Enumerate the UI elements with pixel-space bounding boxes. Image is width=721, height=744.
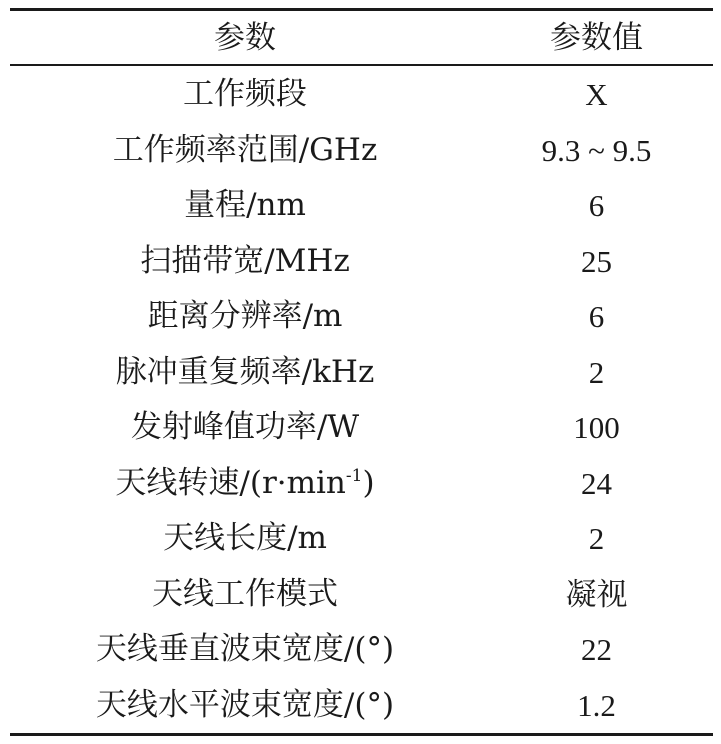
param-cell: 天线长度/m	[163, 520, 327, 557]
table-header-row	[10, 11, 713, 65]
param-cell	[10, 456, 480, 512]
parameter-table	[10, 11, 713, 733]
table-row	[10, 678, 713, 734]
param-superscript: -1	[345, 465, 363, 486]
value-cell: 6	[588, 299, 605, 335]
param-text-tail: )	[362, 464, 375, 501]
value-cell: X	[585, 77, 608, 113]
param-cell: 量程/nm	[184, 187, 306, 224]
param-cell: 天线工作模式	[152, 575, 338, 612]
table-row	[10, 345, 713, 401]
table-row	[10, 511, 713, 567]
table-row	[10, 400, 713, 456]
header-value: 参数值	[550, 19, 643, 56]
value-cell: 1.2	[577, 687, 616, 723]
header-param: 参数	[214, 19, 276, 56]
param-text: 天线转速/(r·min	[115, 464, 346, 501]
param-cell: 发射峰值功率/W	[130, 409, 360, 446]
value-cell: 24	[581, 465, 612, 501]
value-cell: 22	[581, 632, 612, 668]
value-cell: 2	[588, 521, 605, 557]
param-cell: 工作频段	[183, 76, 307, 113]
param-cell: 距离分辨率/m	[147, 298, 343, 335]
param-cell: 扫描带宽/MHz	[140, 242, 350, 279]
param-cell: 脉冲重复频率/kHz	[115, 353, 375, 390]
value-cell: 25	[581, 243, 612, 279]
value-cell: 2	[588, 354, 605, 390]
table-row	[10, 567, 713, 623]
value-cell: 100	[573, 410, 620, 446]
value-cell: 6	[588, 188, 605, 224]
table-row	[10, 289, 713, 345]
table-row	[10, 622, 713, 678]
param-cell: 工作频率范围/GHz	[112, 131, 378, 168]
value-cell: 凝视	[565, 576, 628, 612]
table-row	[10, 123, 713, 179]
table-row	[10, 67, 713, 123]
table-row	[10, 178, 713, 234]
table-row	[10, 456, 713, 512]
table-row	[10, 234, 713, 290]
param-cell: 天线水平波束宽度/(°)	[95, 686, 395, 723]
table-bottom-rule	[10, 733, 713, 736]
param-cell: 天线垂直波束宽度/(°)	[95, 631, 395, 668]
value-cell: 9.3 ~ 9.5	[541, 132, 652, 168]
